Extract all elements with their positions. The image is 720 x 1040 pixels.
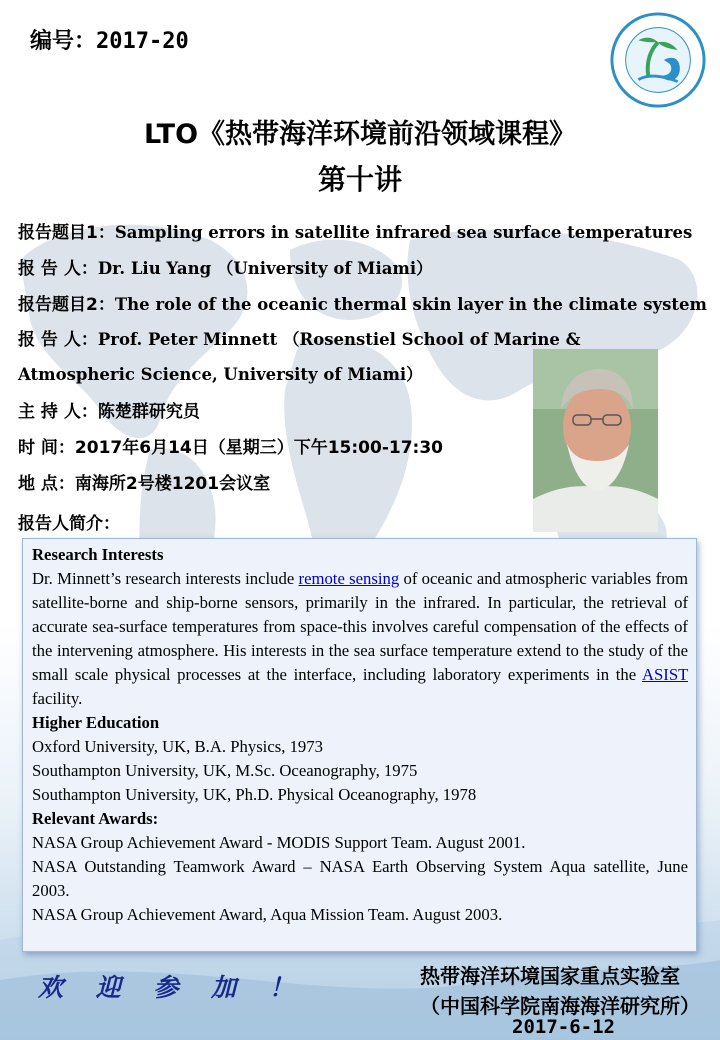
award-item: NASA Group Achievement Award - MODIS Support Team. August 2001. [32,833,526,852]
host-name: 陈楚群研究员 [97,402,200,422]
award-item: NASA Group Achievement Award, Aqua Mission Team. August 2003. [32,905,503,924]
host-label: 主 持 人： [18,402,98,422]
organizer-institute: （中国科学院南海海洋研究所） [420,994,700,1018]
place-row [18,469,270,494]
speaker2-affiliation: Atmospheric Science, University of Miami） [18,365,423,384]
education-item: Southampton University, UK, Ph.D. Physical Oceanography, 1978 [32,785,477,804]
education-item: Southampton University, UK, M.Sc. Oceanography, 1975 [32,761,418,780]
lecture-number: 第十讲 [317,163,402,196]
remote-sensing-link[interactable]: remote sensing [298,569,400,588]
speaker1-row [18,254,433,279]
issue-date: 2017-6-12 [512,1016,615,1038]
award-item: NASA Outstanding Teamwork Award – NASA Earth Observing System Aqua satellite, June 2003. [32,857,688,900]
speaker2-name: Prof. Peter Minnett （Rosenstiel School of Marine & [97,330,581,349]
host-row [18,397,200,422]
time-label: 时 间： [18,438,75,458]
research-paragraph [32,567,688,711]
speaker1-label: 报 告 人： [18,259,98,279]
speaker2-row [18,325,581,350]
asist-link[interactable]: ASIST [641,665,688,684]
topic1-row [18,218,692,243]
education-item: Oxford University, UK, B.A. Physics, 1973 [32,737,323,756]
awards-heading: Relevant Awards: [32,809,159,828]
bio-label [18,509,120,534]
research-heading: Research Interests [32,545,164,564]
education-heading: Higher Education [32,713,160,732]
time-row [18,433,443,458]
lab-logo [609,11,707,109]
research-text-end: facility. [32,689,83,708]
speaker-bio-box [22,538,697,952]
welcome-text: 欢 迎 参 加 ！ [38,973,306,1002]
topic2-row [18,290,707,315]
topic2-title: The role of the oceanic thermal skin layer in the climate system [114,295,707,314]
bio-label-text: 报告人简介： [18,514,120,534]
topic1-title: Sampling errors in satellite infrared sea surface temperatures [114,223,693,242]
serial-number: 编号：2017-20 [30,29,189,54]
topic1-label: 报告题目1： [18,223,115,243]
speaker-photo [533,349,658,532]
lecture-series-title: LTO《热带海洋环境前沿领域课程》 [143,119,577,150]
research-text-start: Dr. Minnett’s research interests include [32,569,295,588]
time-value: 2017年6月14日（星期三）下午15:00-17:30 [74,438,444,458]
place-value: 南海所2号楼1201会议室 [74,474,271,494]
organizer-lab: 热带海洋环境国家重点实验室 [420,964,680,988]
research-text-middle: of oceanic and atmospheric variables from satellite-borne and ship-borne sensors, primarily in the infrared. In particular, the retrieval of accurate sea-surface temperatures from space-this involves careful compensation of the effects of the intervening atmosphere. His interests in the sea surface temperature extend to the study of the small scale physical processes at the interface, including laboratory experiments in the [32,569,689,684]
topic2-label: 报告题目2： [18,295,115,315]
place-label: 地 点： [18,474,75,494]
speaker2-label: 报 告 人： [18,330,98,350]
speaker1-name: Dr. Liu Yang （University of Miami） [97,259,433,278]
